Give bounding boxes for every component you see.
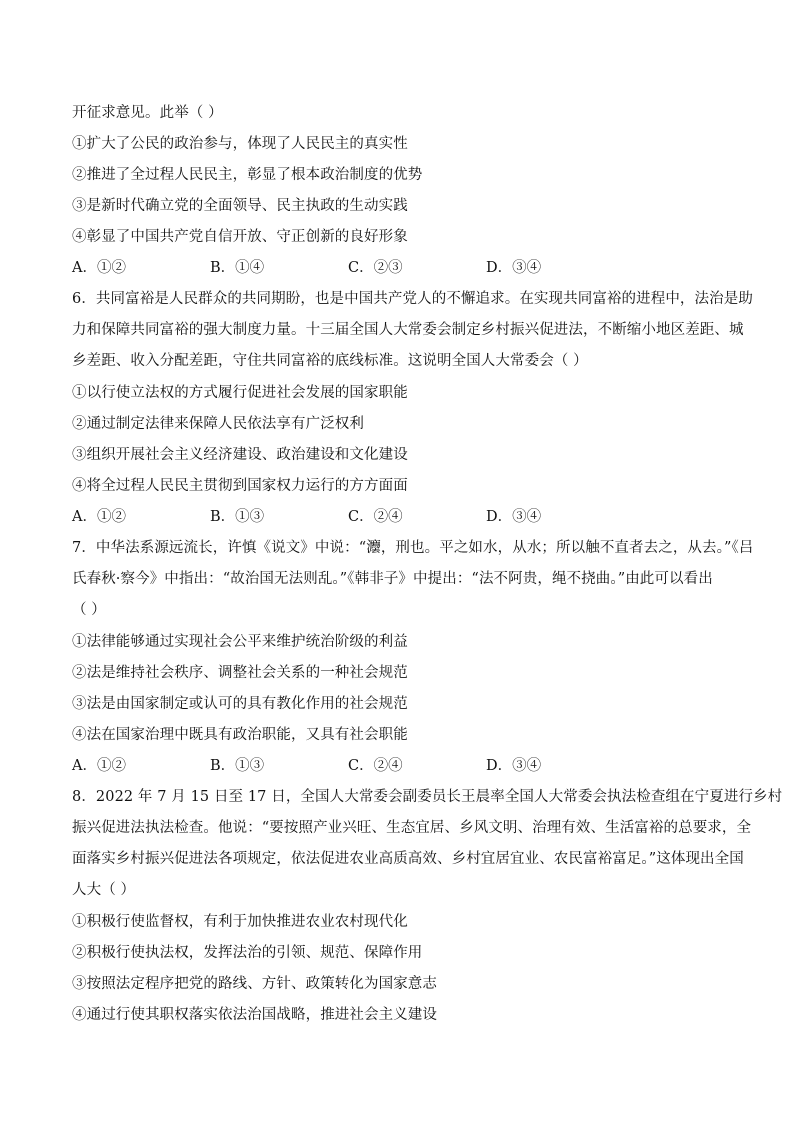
q5-stem-end: 开征求意见。此举（ ）	[72, 105, 223, 121]
q5-choice-b[interactable]: B．①④	[210, 260, 265, 276]
q6-stem-line-3: 乡差距、收入分配差距，守住共同富裕的底线标准。这说明全国人大常委会（ ）	[72, 353, 588, 369]
q6-option-2: ②通过制定法律来保障人民依法享有广泛权利	[72, 416, 364, 432]
q8-stem-line-2: 振兴促进法执法检查。他说：“要按照产业兴旺、生态宜居、乡风文明、治理有效、生活富裕的总要求，全	[72, 820, 752, 836]
q6-stem-line-2: 力和保障共同富裕的强大制度力量。十三届全国人大常委会制定乡村振兴促进法，不断缩小地区差距、城	[72, 322, 744, 338]
q7-stem-line-3: （ ）	[72, 602, 106, 618]
q5-option-4: ④彰显了中国共产党自信开放、守正创新的良好形象	[72, 229, 408, 245]
q5-choice-a[interactable]: A．①②	[72, 260, 126, 276]
q7-option-2: ②法是维持社会秩序、调整社会关系的一种社会规范	[72, 665, 408, 681]
q8-option-4: ④通过行使其职权落实依法治国战略，推进社会主义建设	[72, 1007, 437, 1023]
q8-stem-line-1: 8．2022 年 7 月 15 日至 17 日，全国人大常委会副委员长王晨率全国人大常委会执法检查组在宁夏进行乡村	[72, 789, 783, 805]
q5-choice-d[interactable]: D．③④	[486, 260, 542, 276]
q7-stem-line-2: 氏春秋·察今》中指出：“故治国无法则乱。”《韩非子》中提出：“法不阿贵，绳不挠曲。”由此可以看出	[72, 571, 713, 587]
q8-option-2: ②积极行使执法权，发挥法治的引领、规范、保障作用	[72, 945, 423, 961]
q7-option-3: ③法是由国家制定或认可的具有教化作用的社会规范	[72, 696, 408, 712]
q7-option-4: ④法在国家治理中既具有政治职能，又具有社会职能	[72, 727, 408, 743]
q8-stem-line-3: 面落实乡村振兴促进法各项规定，依法促进农业高质高效、乡村宜居宜业、农民富裕富足。”这体现出全国	[72, 851, 744, 867]
q8-option-1: ①积极行使监督权，有利于加快推进农业农村现代化	[72, 914, 408, 930]
q6-choice-b[interactable]: B．①③	[210, 509, 265, 525]
q6-option-1: ①以行使立法权的方式履行促进社会发展的国家职能	[72, 385, 408, 401]
q7-choices	[72, 756, 724, 776]
q6-choice-a[interactable]: A．①②	[72, 509, 126, 525]
q6-choice-d[interactable]: D．③④	[486, 509, 542, 525]
q6-option-4: ④将全过程人民民主贯彻到国家权力运行的方方面面	[72, 478, 408, 494]
q5-option-1: ①扩大了公民的政治参与，体现了人民民主的真实性	[72, 136, 408, 152]
q7-choice-a[interactable]: A．①②	[72, 758, 126, 774]
q8-option-3: ③按照法定程序把党的路线、方针、政策转化为国家意志	[72, 976, 437, 992]
q6-choice-c[interactable]: C．②④	[348, 509, 403, 525]
q7-option-1: ①法律能够通过实现社会公平来维护统治阶级的利益	[72, 634, 408, 650]
q7-choice-c[interactable]: C．②④	[348, 758, 403, 774]
q5-option-2: ②推进了全过程人民民主，彰显了根本政治制度的优势	[72, 167, 423, 183]
q5-option-3: ③是新时代确立党的全面领导、民主执政的生动实践	[72, 198, 408, 214]
q8-stem-line-4: 人大（ ）	[72, 882, 136, 898]
q7-choice-d[interactable]: D．③④	[486, 758, 542, 774]
q5-choice-c[interactable]: C．②③	[348, 260, 403, 276]
q7-choice-b[interactable]: B．①③	[210, 758, 265, 774]
q6-stem-line-1: 6．共同富裕是人民群众的共同期盼，也是中国共产党人的不懈追求。在实现共同富裕的进程中，法治是助	[72, 291, 753, 307]
q7-stem-line-1: 7．中华法系源远流长，许慎《说文》中说：“灋，刑也。平之如水，从水；所以触不直者去之，从去。”《吕	[72, 540, 754, 556]
q5-choices	[72, 258, 724, 278]
q6-choices	[72, 507, 724, 527]
q6-option-3: ③组织开展社会主义经济建设、政治建设和文化建设	[72, 447, 408, 463]
